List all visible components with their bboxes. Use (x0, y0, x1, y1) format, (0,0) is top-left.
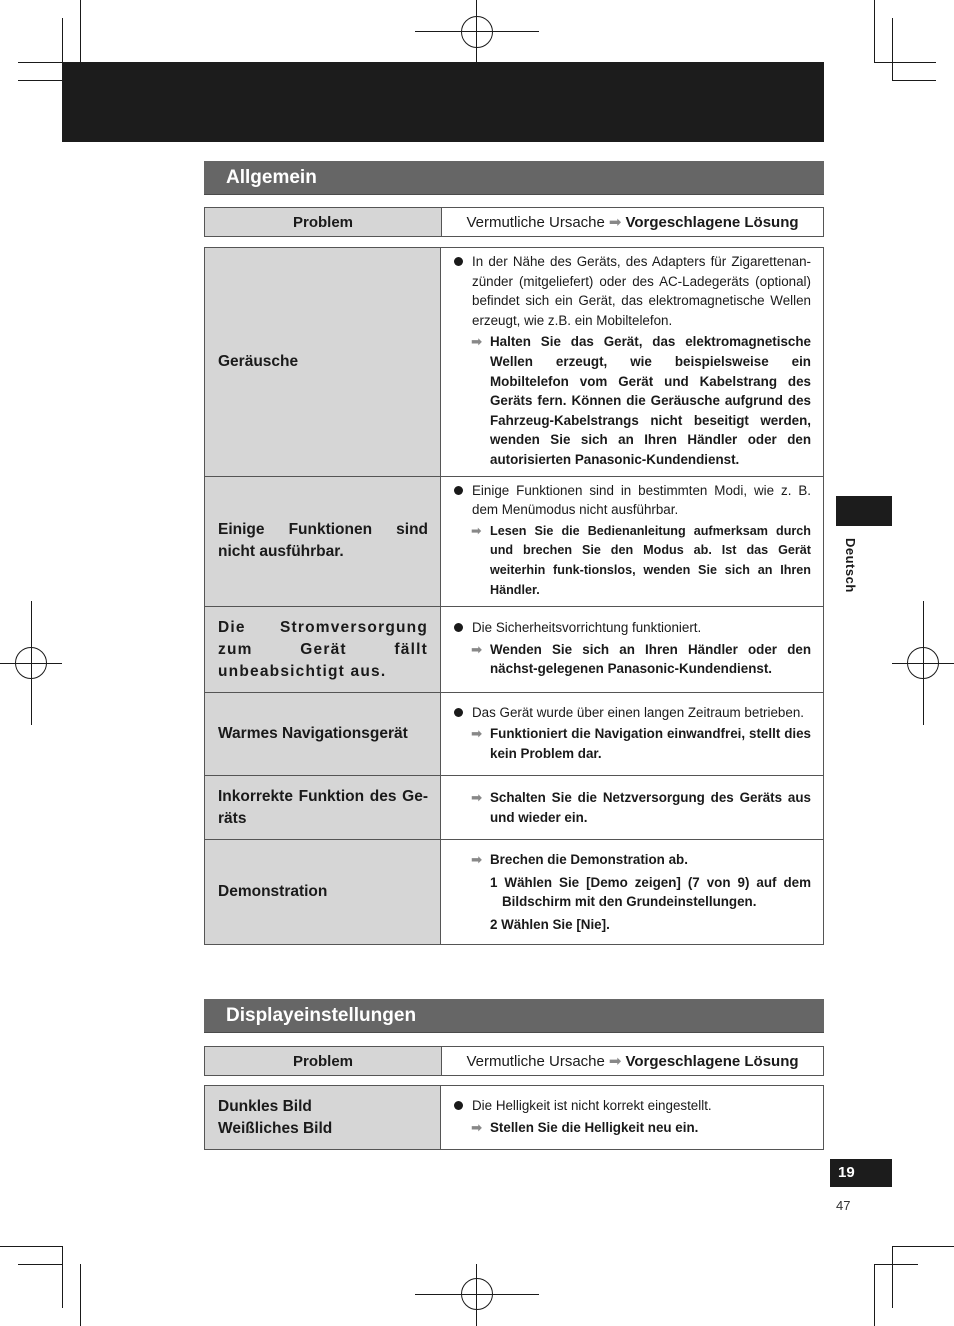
table-row (205, 1086, 824, 1150)
crop-mark (892, 1246, 954, 1247)
solution-cell (441, 476, 824, 607)
header-bar (62, 62, 824, 142)
arrow-right-icon: ➡ (471, 1119, 483, 1135)
remedy-item (453, 788, 811, 827)
solution-cell (441, 248, 824, 477)
column-header-cause: Vermutliche Ursache (466, 1052, 605, 1070)
table-header (204, 207, 824, 237)
remedy-item (453, 850, 811, 870)
remedy-text: Brechen die Demonstration ab. (490, 851, 688, 867)
step-text: 1 Wählen Sie [Demo zeigen] (7 von 9) auf dem Bildschirm mit den Grundeinstellungen. (490, 874, 811, 910)
crop-mark (874, 62, 936, 63)
remedy-item (453, 640, 811, 679)
remedy-item (453, 522, 811, 600)
problem-cell (205, 1086, 441, 1150)
bullet-icon (454, 1101, 463, 1110)
section-title-allgemein: Allgemein (204, 161, 824, 195)
problem-line: Weißliches Bild (218, 1119, 333, 1137)
table-row (205, 476, 824, 607)
table-row (205, 248, 824, 477)
problem-cell: Einige Funktionen sind nicht ausführbar. (205, 476, 441, 607)
registration-mark (476, 1264, 477, 1326)
crop-mark (892, 1246, 893, 1308)
arrow-right-icon: ➡ (471, 790, 483, 805)
arrow-right-icon: ➡ (471, 641, 483, 657)
cause-item (453, 618, 811, 638)
crop-mark (62, 18, 63, 62)
chapter-number: 19 (830, 1159, 892, 1187)
arrow-right-icon: ➡ (608, 1053, 622, 1070)
remedy-text: Halten Sie das Gerät, das elektromagnetische Wellen erzeugt, wie beispielsweise ein Mobiltelefon vom Gerät und Kabelstrang des Geräts fern. Können die Geräusche aufgrund des Fahrzeug-Kabelstrangs nicht beseitigt werden, wenden Sie sich an Ihren Händler oder den autorisierten Panasonic-Kundendienst. (490, 334, 811, 467)
cause-text: In der Nähe des Geräts, des Adapters für Zigarettenan-zünder (mitgeliefert) oder des AC-Ladegeräts (optional) befindet sich ein Gerät, das elektromagnetische Wellen erzeugt, wie z.B. ein Mobiltelefon. (472, 254, 811, 328)
column-header-solution: Vorgeschlagene Lösung (625, 213, 799, 231)
table-row (205, 693, 824, 776)
solution-cell (441, 607, 824, 693)
problem-cell: Inkorrekte Funktion des Ge-räts (205, 776, 441, 840)
remedy-text: Lesen Sie die Bedienanleitung aufmerksam durch und brechen Sie den Modus ab. Ist das Gerät weiterhin funk-tionslos, wenden Sie sich an Ihren Händler. (490, 523, 811, 597)
crop-mark (874, 1264, 918, 1265)
problem-cell: Demonstration (205, 840, 441, 945)
remedy-text: Wenden Sie sich an Ihren Händler oder den nächst-gelegenen Panasonic-Kundendienst. (490, 641, 811, 677)
crop-mark (18, 1264, 62, 1265)
solution-cell (441, 693, 824, 776)
page-number: 47 (836, 1198, 851, 1213)
crop-mark (892, 80, 936, 81)
solution-cell (441, 776, 824, 840)
arrow-right-icon: ➡ (471, 334, 483, 350)
remedy-text: Funktioniert die Navigation einwandfrei, stellt dies kein Problem dar. (490, 726, 811, 761)
column-header-solution: Vorgeschlagene Lösung (625, 1052, 799, 1070)
bullet-icon (454, 486, 463, 495)
remedy-item (453, 332, 811, 469)
problem-line: Dunkles Bild (218, 1097, 312, 1115)
solution-cell (441, 1086, 824, 1150)
crop-mark (0, 1246, 62, 1247)
troubleshooting-table-display (204, 1085, 824, 1150)
registration-mark (415, 1294, 539, 1295)
crop-mark (874, 1264, 875, 1326)
problem-cell: Geräusche (205, 248, 441, 477)
cause-text: Die Sicherheitsvorrichtung funktioniert. (472, 620, 702, 636)
cause-item (453, 252, 811, 330)
remedy-text: Schalten Sie die Netzversorgung des Geräts aus und wieder ein. (490, 790, 811, 825)
crop-mark (874, 0, 875, 62)
crop-mark (62, 1246, 63, 1308)
crop-mark (892, 18, 893, 80)
step-item (453, 915, 811, 935)
cause-item (453, 1096, 811, 1116)
crop-mark (18, 62, 62, 63)
language-tab (836, 496, 892, 526)
column-header-cause-solution (442, 1047, 823, 1075)
registration-mark (0, 663, 62, 664)
arrow-right-icon: ➡ (471, 726, 483, 742)
problem-cell: Warmes Navigationsgerät (205, 693, 441, 776)
registration-mark (461, 16, 493, 48)
cause-item (453, 481, 811, 520)
step-item (453, 873, 811, 912)
solution-cell (441, 840, 824, 945)
remedy-item (453, 1118, 811, 1138)
arrow-right-icon: ➡ (471, 523, 482, 538)
arrow-right-icon: ➡ (608, 214, 622, 231)
bullet-icon (454, 257, 463, 266)
section-title-displayeinstellungen: Displayeinstellungen (204, 999, 824, 1033)
table-row (205, 776, 824, 840)
column-header-cause-solution (442, 208, 823, 236)
cause-item (453, 703, 811, 723)
registration-mark (892, 663, 954, 664)
remedy-text: Stellen Sie die Helligkeit neu ein. (490, 1119, 699, 1135)
language-label: Deutsch (843, 538, 858, 593)
column-header-cause: Vermutliche Ursache (466, 213, 605, 231)
cause-text: Einige Funktionen sind in bestimmten Modi, wie z. B. dem Menümodus nicht ausführbar. (472, 482, 811, 518)
problem-cell: Die Stromversorgung zum Gerät fällt unbeabsichtigt aus. (205, 607, 441, 693)
crop-mark (80, 1264, 81, 1326)
column-header-problem: Problem (205, 208, 442, 236)
table-row (205, 840, 824, 945)
step-text: 2 Wählen Sie [Nie]. (490, 916, 610, 932)
troubleshooting-table-allgemein (204, 247, 824, 945)
arrow-right-icon: ➡ (471, 851, 483, 867)
cause-text: Die Helligkeit ist nicht korrekt eingestellt. (472, 1097, 712, 1113)
table-row (205, 607, 824, 693)
table-header (204, 1046, 824, 1076)
bullet-icon (454, 708, 463, 717)
crop-mark (80, 0, 81, 62)
registration-mark (415, 31, 539, 32)
crop-mark (18, 80, 62, 81)
remedy-item (453, 724, 811, 763)
cause-text: Das Gerät wurde über einen langen Zeitraum betrieben. (472, 704, 804, 720)
column-header-problem: Problem (205, 1047, 442, 1075)
bullet-icon (454, 623, 463, 632)
